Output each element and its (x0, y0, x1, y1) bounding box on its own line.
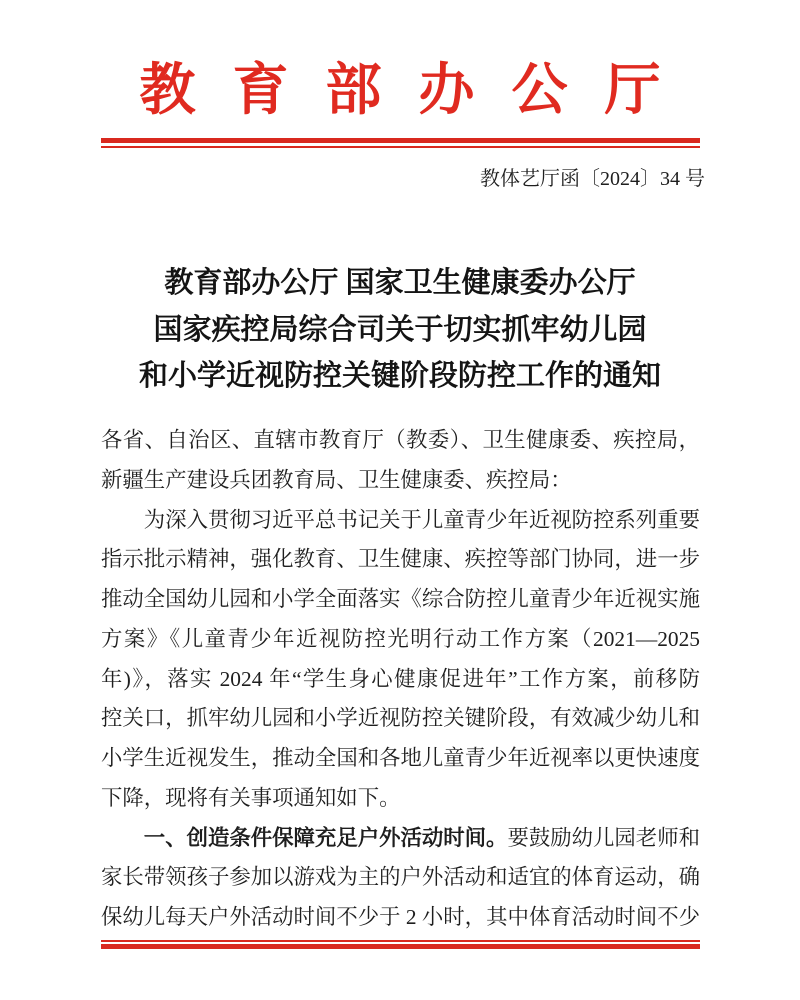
para1-line-7: 小学生近视发生，推动全国和各地儿童青少年近视率以更快速度 (101, 746, 700, 770)
notice-title (0, 260, 800, 400)
body-text (101, 421, 700, 938)
para1-line-4: 方案》《儿童青少年近视防控光明行动工作方案（2021—2025 (101, 626, 700, 651)
masthead-title: 教育部办公厅 (139, 60, 698, 122)
para2-line-2: 家长带领孩子参加以游戏为主的户外活动和适宜的体育运动，确 (101, 865, 700, 890)
para1-line-5: 年)》，落实 2024 年“学生身心健康促进年”工作方案，前移防 (101, 666, 700, 691)
para1-line-6: 控关口，抓牢幼儿园和小学近视防控关键阶段，有效减少幼儿和 (101, 706, 700, 731)
header-rule-thick (101, 138, 700, 143)
notice-title-line-2: 国家疾控局综合司关于切实抓牢幼儿园 (153, 313, 647, 346)
notice-title-line-3: 和小学近视防控关键阶段防控工作的通知 (138, 360, 661, 392)
para2-line-1 (101, 819, 700, 859)
footer-rule-thick (101, 944, 700, 949)
para2-heading: 一、创造条件保障充足户外活动时间。 (143, 825, 508, 850)
para2-line-1-rest: 要鼓励幼儿园老师和 (507, 825, 700, 850)
para2-line-3: 保幼儿每天户外活动时间不少于 2 小时，其中体育活动时间不少 (101, 905, 700, 929)
notice-title-line-1: 教育部办公厅 国家卫生健康委办公厅 (164, 267, 636, 299)
recipients-line-2: 新疆生产建设兵团教育局、卫生健康委、疾控局： (101, 467, 572, 492)
para1-line-3: 推动全国幼儿园和小学全面落实《综合防控儿童青少年近视实施 (101, 587, 700, 611)
doc-number: 教体艺厅函〔2024〕34 号 (480, 168, 705, 190)
para1-line-8: 下降，现将有关事项通知如下。 (101, 785, 401, 810)
header-rule-thin (101, 146, 700, 148)
para1-line-1: 为深入贯彻习近平总书记关于儿童青少年近视防控系列重要 (143, 507, 700, 532)
recipients-line-1: 各省、自治区、直辖市教育厅（教委）、卫生健康委、疾控局， (101, 428, 700, 452)
footer-rule-thin (101, 940, 700, 942)
para1-line-2: 指示批示精神，强化教育、卫生健康、疾控等部门协同，进一步 (101, 547, 700, 572)
